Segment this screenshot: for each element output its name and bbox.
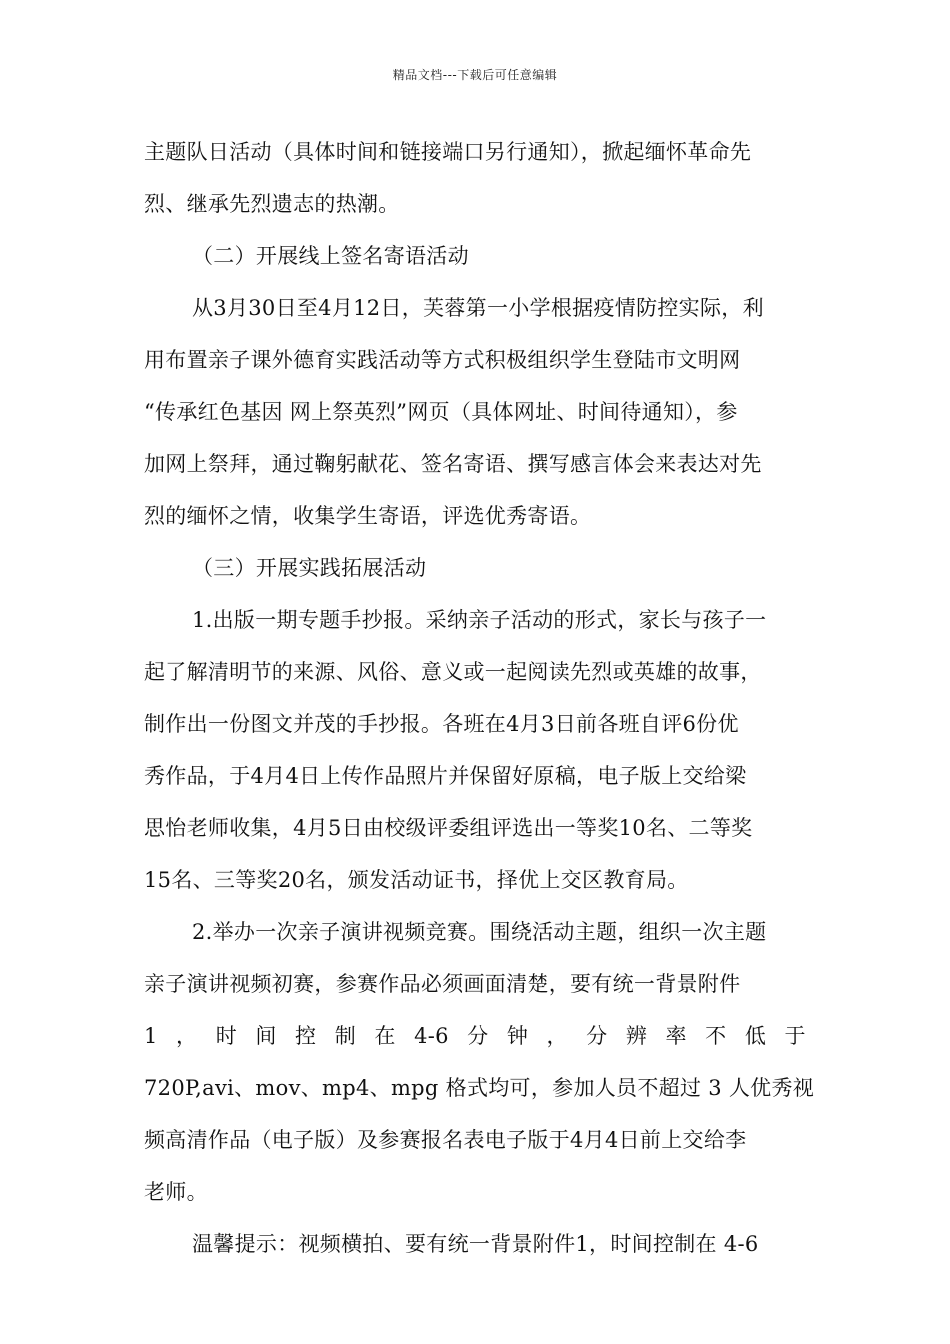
line-word: 率 bbox=[665, 1024, 687, 1048]
paragraph-line: 老师。 bbox=[144, 1180, 208, 1204]
paragraph-line: 用布置亲子课外德育实践活动等方式积极组织学生登陆市文明网 bbox=[144, 348, 741, 372]
paragraph-line: 秀作品，于4月4日上传作品照片并保留好原稿，电子版上交给梁 bbox=[144, 764, 747, 788]
paragraph-line: 15名、三等奖20名，颁发活动证书，择优上交区教育局。 bbox=[144, 868, 689, 892]
paragraph-line: “传承红色基因 网上祭英烈”网页（具体网址、时间待通知），参 bbox=[144, 400, 738, 424]
line-word: 于 bbox=[784, 1024, 806, 1048]
paragraph-line: 加网上祭拜，通过鞠躬献花、签名寄语、撰写感言体会来表达对先 bbox=[144, 452, 762, 476]
page-header: 精品文档---下载后可任意编辑 bbox=[392, 68, 558, 82]
paragraph-line: 起了解清明节的来源、风俗、意义或一起阅读先烈或英雄的故事， bbox=[144, 660, 762, 684]
paragraph-line: 频高清作品（电子版）及参赛报名表电子版于4月4日前上交给李 bbox=[144, 1128, 747, 1152]
paragraph-line: 1.出版一期专题手抄报。采纳亲子活动的形式，家长与孩子一 bbox=[192, 608, 767, 632]
paragraph-line: 720P,avi、mov、mp4、mpg 格式均可，参加人员不超过 3 人优秀视 bbox=[144, 1076, 815, 1100]
line-word: 在 bbox=[374, 1024, 396, 1048]
line-word: 间 bbox=[255, 1024, 277, 1048]
paragraph-line: 思怡老师收集，4月5日由校级评委组评选出一等奖10名、二等奖 bbox=[144, 816, 753, 840]
line-word: 制 bbox=[334, 1024, 357, 1048]
paragraph-line: 2.举办一次亲子演讲视频竞赛。围绕活动主题，组织一次主题 bbox=[192, 920, 767, 944]
paragraph-line: 从3月30日至4月12日，芙蓉第一小学根据疫情防控实际，利 bbox=[192, 296, 764, 320]
line-word: ， bbox=[176, 1024, 198, 1048]
section-heading: （二）开展线上签名寄语活动 bbox=[192, 244, 469, 268]
justified-line bbox=[144, 1014, 810, 1066]
line-word: 低 bbox=[744, 1024, 767, 1048]
line-word: 1 bbox=[144, 1024, 158, 1048]
paragraph-line: 主题队日活动（具体时间和链接端口另行通知），掀起缅怀革命先 bbox=[144, 140, 752, 164]
paragraph-line: 亲子演讲视频初赛，参赛作品必须画面清楚，要有统一背景附件 bbox=[144, 972, 741, 996]
section-heading: （三）开展实践拓展活动 bbox=[192, 556, 427, 580]
line-word: 不 bbox=[705, 1024, 727, 1048]
paragraph-line: 烈、继承先烈遗志的热潮。 bbox=[144, 192, 400, 216]
document-body bbox=[144, 130, 815, 1274]
line-word: 钟 bbox=[506, 1024, 529, 1048]
line-word: ， bbox=[546, 1024, 568, 1048]
line-word: 辨 bbox=[625, 1024, 648, 1048]
paragraph-line: 温馨提示：视频横拍、要有统一背景附件1，时间控制在 4-6 bbox=[192, 1232, 759, 1256]
line-word: 分 bbox=[586, 1024, 608, 1048]
paragraph-line: 制作出一份图文并茂的手抄报。各班在4月3日前各班自评6份优 bbox=[144, 712, 739, 736]
line-word: 控 bbox=[295, 1024, 317, 1048]
line-word: 时 bbox=[215, 1024, 238, 1048]
line-word: 4-6 bbox=[414, 1024, 449, 1048]
line-word: 分 bbox=[467, 1024, 489, 1048]
paragraph-line: 烈的缅怀之情，收集学生寄语，评选优秀寄语。 bbox=[144, 504, 592, 528]
